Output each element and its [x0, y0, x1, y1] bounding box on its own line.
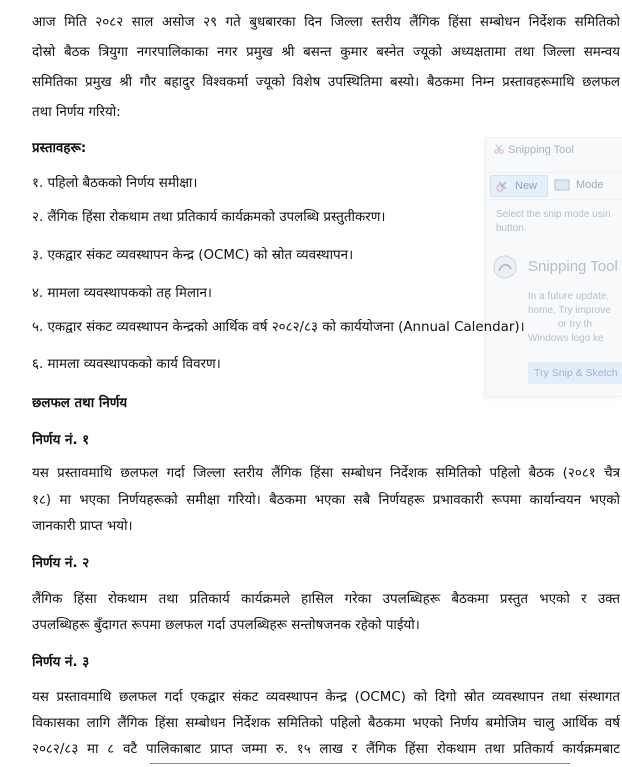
- proposal-item: २. लैंगिक हिंसा रोकथाम तथा प्रतिकार्य कार्यक्रमको उपलब्धि प्रस्तुतीकरण।: [32, 210, 386, 225]
- decision-line: १८) मा भएका निर्णयहरूको समीक्षा गरियो। बैठकमा भएका सबै निर्णयहरू प्रभावकारी रूपमा कार्यान्वयन भएको: [32, 493, 620, 508]
- proposal-item: ५. एकद्वार संकट व्यवस्थापन केन्द्रको आर्थिक वर्ष २०८२/८३ को कार्ययोजना (Annual Calendar)।: [32, 320, 525, 335]
- decision-line: उपलब्धिहरू बुँदागत रूपमा छलफल गर्दा उपलब्धिहरू सन्तोषजनक रहेको पाईयो।: [32, 618, 420, 633]
- signature-line: [150, 763, 570, 764]
- snip-promo-title: Snipping Tool: [528, 258, 618, 275]
- proposal-item: ३. एकद्वार संकट व्यवस्थापन केन्द्र (OCMC) को स्रोत व्यवस्थापन।: [32, 248, 354, 263]
- decision-line: यस प्रस्तावमाथि छलफल गर्दा जिल्ला स्तरीय लैंगिक हिंसा सम्बोधन निर्देशक समितिको पहिलो बैठक (२०८१ चैत्र: [32, 466, 620, 481]
- decision-heading: निर्णय नं. १: [32, 433, 90, 448]
- decision-line: लैंगिक हिंसा रोकथाम तथा प्रतिकार्य कार्यक्रमले हासिल गरेका उपलब्धिहरू बैठकमा प्रस्तुत भएको र उक्त: [32, 592, 620, 607]
- snip-hint-line: Select the snip mode usin: [496, 209, 611, 220]
- snip-body-line: Windows logo ke: [528, 333, 604, 344]
- try-snip-sketch-button[interactable]: Try Snip & Sketch: [528, 362, 622, 384]
- decision-heading: निर्णय नं. ३: [32, 655, 90, 670]
- decision-line: २०८२/८३ मा ८ वटै पालिकाबाट प्राप्त जम्मा रु. १५ लाख र लैंगिक हिंसा रोकथाम तथा प्रतिकार्य कार्यक्रमबाट: [32, 742, 620, 757]
- intro-line: आज मिति २०८२ साल असोज २९ गते बुधबारका दिन जिल्ला स्तरीय लैंगिक हिंसा सम्बोधन निर्देशक समितिको: [32, 15, 620, 30]
- intro-line: तथा निर्णय गरियो:: [32, 105, 121, 120]
- proposal-item: ६. मामला व्यवस्थापकको कार्य विवरण।: [32, 357, 221, 372]
- decision-heading: निर्णय नं. २: [32, 556, 90, 571]
- intro-line: समितिका प्रमुख श्री गौर बहादुर विश्वकर्मा ज्यूको विशेष उपस्थितिमा बस्यो। बैठकमा निम्न प्रस्तावहरूमाथि छलफल: [32, 75, 620, 90]
- discussion-heading: छलफल तथा निर्णय: [32, 396, 128, 411]
- snipping-tool-title: Snipping Tool: [508, 144, 574, 156]
- mode-label: Mode: [576, 179, 604, 191]
- proposal-item: १. पहिलो बैठकको निर्णय समीक्षा।: [32, 176, 198, 191]
- decision-line: यस प्रस्तावमाथि छलफल गर्दा एकद्वार संकट व्यवस्थापन केन्द्र (OCMC) को दिगो स्रोत व्यवस्थापन तथा संस्थागत: [32, 690, 620, 705]
- snip-hint-line: button.: [496, 223, 527, 234]
- snip-body-line: home. Try improve: [528, 305, 611, 316]
- decision-line: जानकारी प्राप्त भयो।: [32, 519, 133, 534]
- snip-body-line: or try th: [558, 319, 592, 330]
- new-snip-label: New: [515, 180, 538, 192]
- proposals-heading: प्रस्तावहरू:: [32, 141, 87, 156]
- snip-body-line: In a future update,: [528, 291, 610, 302]
- intro-line: दोस्रो बैठक त्रियुगा नगरपालिकाका नगर प्रमुख श्री बसन्त कुमार बस्नेत ज्यूको अध्यक्षतामा तथा जिल्ला समन्वय: [32, 45, 620, 60]
- decision-line: विकासका लागि लैंगिक हिंसा सम्बोधन निर्देशक समितिको पहिलो बैठकमा भएको निर्णय बमोजिम चालु आर्थिक वर्ष: [32, 716, 620, 731]
- proposal-item: ४. मामला व्यवस्थापकको तह मिलान।: [32, 286, 212, 301]
